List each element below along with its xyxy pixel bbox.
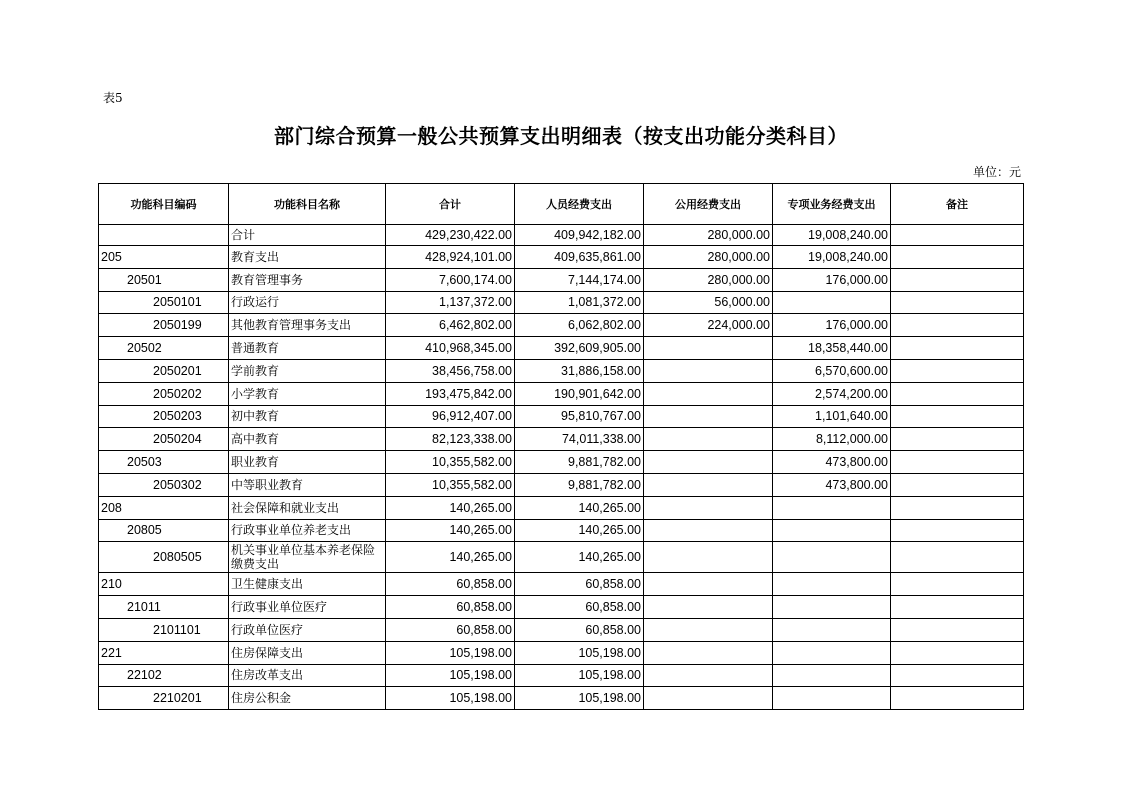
cell-total: 7,600,174.00 bbox=[386, 268, 515, 291]
cell-public bbox=[644, 451, 773, 474]
cell-personnel: 60,858.00 bbox=[515, 596, 644, 619]
cell-total: 1,137,372.00 bbox=[386, 291, 515, 314]
table-row bbox=[99, 573, 1024, 596]
cell-total: 10,355,582.00 bbox=[386, 473, 515, 496]
cell-public bbox=[644, 382, 773, 405]
cell-note bbox=[891, 405, 1024, 428]
cell-note bbox=[891, 664, 1024, 687]
cell-special bbox=[773, 542, 891, 573]
header-name: 功能科目名称 bbox=[229, 184, 386, 225]
cell-code: 221 bbox=[99, 641, 229, 664]
cell-note bbox=[891, 451, 1024, 474]
cell-code: 208 bbox=[99, 496, 229, 519]
cell-total: 105,198.00 bbox=[386, 641, 515, 664]
cell-name: 中等职业教育 bbox=[229, 473, 386, 496]
cell-note bbox=[891, 687, 1024, 710]
header-total: 合计 bbox=[386, 184, 515, 225]
cell-code: 2050101 bbox=[99, 291, 229, 314]
cell-total: 38,456,758.00 bbox=[386, 359, 515, 382]
cell-name: 教育支出 bbox=[229, 246, 386, 269]
cell-public bbox=[644, 473, 773, 496]
table-row bbox=[99, 687, 1024, 710]
cell-name: 卫生健康支出 bbox=[229, 573, 386, 596]
cell-total: 105,198.00 bbox=[386, 664, 515, 687]
cell-note bbox=[891, 473, 1024, 496]
cell-code: 2050203 bbox=[99, 405, 229, 428]
cell-code: 20501 bbox=[99, 268, 229, 291]
cell-code: 20805 bbox=[99, 519, 229, 542]
cell-code: 20503 bbox=[99, 451, 229, 474]
table-row bbox=[99, 337, 1024, 360]
unit-label: 单位：元 bbox=[972, 165, 1021, 179]
cell-public: 280,000.00 bbox=[644, 268, 773, 291]
table-row bbox=[99, 359, 1024, 382]
cell-note bbox=[891, 496, 1024, 519]
cell-personnel: 95,810,767.00 bbox=[515, 405, 644, 428]
table-row bbox=[99, 641, 1024, 664]
table-row bbox=[99, 496, 1024, 519]
cell-code bbox=[99, 225, 229, 246]
cell-code: 2101101 bbox=[99, 618, 229, 641]
cell-personnel: 140,265.00 bbox=[515, 542, 644, 573]
table-row bbox=[99, 382, 1024, 405]
cell-code: 2050201 bbox=[99, 359, 229, 382]
cell-total: 140,265.00 bbox=[386, 519, 515, 542]
table-row bbox=[99, 246, 1024, 269]
cell-special: 1,101,640.00 bbox=[773, 405, 891, 428]
cell-special: 19,008,240.00 bbox=[773, 246, 891, 269]
header-note: 备注 bbox=[891, 184, 1024, 225]
header-code: 功能科目编码 bbox=[99, 184, 229, 225]
cell-personnel: 140,265.00 bbox=[515, 496, 644, 519]
cell-total: 193,475,842.00 bbox=[386, 382, 515, 405]
cell-special: 6,570,600.00 bbox=[773, 359, 891, 382]
cell-public bbox=[644, 618, 773, 641]
cell-code: 20502 bbox=[99, 337, 229, 360]
cell-total: 428,924,101.00 bbox=[386, 246, 515, 269]
cell-public bbox=[644, 359, 773, 382]
cell-special bbox=[773, 573, 891, 596]
cell-total: 410,968,345.00 bbox=[386, 337, 515, 360]
cell-code: 2050199 bbox=[99, 314, 229, 337]
cell-name: 住房公积金 bbox=[229, 687, 386, 710]
cell-special: 176,000.00 bbox=[773, 268, 891, 291]
cell-public: 224,000.00 bbox=[644, 314, 773, 337]
cell-personnel: 7,144,174.00 bbox=[515, 268, 644, 291]
cell-code: 2050202 bbox=[99, 382, 229, 405]
cell-special bbox=[773, 618, 891, 641]
cell-special bbox=[773, 291, 891, 314]
cell-name: 职业教育 bbox=[229, 451, 386, 474]
table-row bbox=[99, 314, 1024, 337]
cell-personnel: 190,901,642.00 bbox=[515, 382, 644, 405]
cell-note bbox=[891, 382, 1024, 405]
cell-special bbox=[773, 664, 891, 687]
cell-special: 19,008,240.00 bbox=[773, 225, 891, 246]
cell-total: 60,858.00 bbox=[386, 596, 515, 619]
table-row bbox=[99, 451, 1024, 474]
cell-total: 429,230,422.00 bbox=[386, 225, 515, 246]
table-row bbox=[99, 291, 1024, 314]
cell-personnel: 105,198.00 bbox=[515, 687, 644, 710]
cell-note bbox=[891, 225, 1024, 246]
cell-note bbox=[891, 519, 1024, 542]
cell-public bbox=[644, 519, 773, 542]
table-row bbox=[99, 268, 1024, 291]
table-number: 表5 bbox=[103, 91, 123, 105]
cell-public: 280,000.00 bbox=[644, 225, 773, 246]
cell-total: 105,198.00 bbox=[386, 687, 515, 710]
cell-note bbox=[891, 246, 1024, 269]
cell-personnel: 60,858.00 bbox=[515, 618, 644, 641]
cell-special: 8,112,000.00 bbox=[773, 428, 891, 451]
cell-special bbox=[773, 687, 891, 710]
table-row bbox=[99, 542, 1024, 573]
cell-personnel: 392,609,905.00 bbox=[515, 337, 644, 360]
cell-note bbox=[891, 314, 1024, 337]
cell-note bbox=[891, 428, 1024, 451]
cell-public bbox=[644, 687, 773, 710]
cell-name: 行政运行 bbox=[229, 291, 386, 314]
table-row bbox=[99, 519, 1024, 542]
cell-personnel: 9,881,782.00 bbox=[515, 451, 644, 474]
cell-public: 56,000.00 bbox=[644, 291, 773, 314]
cell-special bbox=[773, 496, 891, 519]
cell-note bbox=[891, 542, 1024, 573]
cell-name: 住房保障支出 bbox=[229, 641, 386, 664]
cell-name: 普通教育 bbox=[229, 337, 386, 360]
cell-personnel: 1,081,372.00 bbox=[515, 291, 644, 314]
table-row bbox=[99, 618, 1024, 641]
cell-name: 其他教育管理事务支出 bbox=[229, 314, 386, 337]
cell-name: 行政单位医疗 bbox=[229, 618, 386, 641]
cell-name: 合计 bbox=[229, 225, 386, 246]
header-special: 专项业务经费支出 bbox=[773, 184, 891, 225]
cell-special bbox=[773, 596, 891, 619]
header-row bbox=[99, 184, 1024, 225]
cell-public bbox=[644, 337, 773, 360]
cell-name: 社会保障和就业支出 bbox=[229, 496, 386, 519]
cell-name: 教育管理事务 bbox=[229, 268, 386, 291]
cell-total: 60,858.00 bbox=[386, 573, 515, 596]
cell-personnel: 140,265.00 bbox=[515, 519, 644, 542]
cell-public bbox=[644, 542, 773, 573]
table-row bbox=[99, 428, 1024, 451]
cell-code: 205 bbox=[99, 246, 229, 269]
cell-name: 小学教育 bbox=[229, 382, 386, 405]
cell-public bbox=[644, 664, 773, 687]
cell-total: 6,462,802.00 bbox=[386, 314, 515, 337]
cell-personnel: 74,011,338.00 bbox=[515, 428, 644, 451]
cell-personnel: 409,942,182.00 bbox=[515, 225, 644, 246]
cell-public bbox=[644, 428, 773, 451]
cell-personnel: 6,062,802.00 bbox=[515, 314, 644, 337]
cell-personnel: 105,198.00 bbox=[515, 664, 644, 687]
cell-special: 2,574,200.00 bbox=[773, 382, 891, 405]
document-title: 部门综合预算一般公共预算支出明细表（按支出功能分类科目） bbox=[274, 124, 848, 148]
cell-public bbox=[644, 573, 773, 596]
cell-public bbox=[644, 596, 773, 619]
cell-name: 机关事业单位基本养老保险缴费支出 bbox=[229, 542, 386, 573]
cell-personnel: 60,858.00 bbox=[515, 573, 644, 596]
cell-total: 10,355,582.00 bbox=[386, 451, 515, 474]
cell-name: 行政事业单位医疗 bbox=[229, 596, 386, 619]
cell-special: 176,000.00 bbox=[773, 314, 891, 337]
cell-total: 82,123,338.00 bbox=[386, 428, 515, 451]
cell-public bbox=[644, 641, 773, 664]
cell-name: 学前教育 bbox=[229, 359, 386, 382]
cell-name: 住房改革支出 bbox=[229, 664, 386, 687]
cell-note bbox=[891, 596, 1024, 619]
table-row bbox=[99, 596, 1024, 619]
cell-code: 2050302 bbox=[99, 473, 229, 496]
cell-public: 280,000.00 bbox=[644, 246, 773, 269]
cell-code: 2210201 bbox=[99, 687, 229, 710]
cell-note bbox=[891, 573, 1024, 596]
table-row bbox=[99, 473, 1024, 496]
header-public: 公用经费支出 bbox=[644, 184, 773, 225]
cell-note bbox=[891, 291, 1024, 314]
cell-code: 2080505 bbox=[99, 542, 229, 573]
cell-special: 473,800.00 bbox=[773, 473, 891, 496]
cell-code: 22102 bbox=[99, 664, 229, 687]
cell-public bbox=[644, 405, 773, 428]
cell-personnel: 409,635,861.00 bbox=[515, 246, 644, 269]
cell-special: 473,800.00 bbox=[773, 451, 891, 474]
cell-total: 60,858.00 bbox=[386, 618, 515, 641]
cell-personnel: 105,198.00 bbox=[515, 641, 644, 664]
cell-special bbox=[773, 519, 891, 542]
cell-personnel: 31,886,158.00 bbox=[515, 359, 644, 382]
cell-code: 210 bbox=[99, 573, 229, 596]
table-row bbox=[99, 664, 1024, 687]
cell-personnel: 9,881,782.00 bbox=[515, 473, 644, 496]
table-row bbox=[99, 225, 1024, 246]
cell-name: 高中教育 bbox=[229, 428, 386, 451]
budget-detail-table bbox=[98, 183, 1024, 710]
cell-total: 140,265.00 bbox=[386, 496, 515, 519]
cell-public bbox=[644, 496, 773, 519]
cell-note bbox=[891, 641, 1024, 664]
cell-note bbox=[891, 337, 1024, 360]
table-row bbox=[99, 405, 1024, 428]
cell-note bbox=[891, 359, 1024, 382]
cell-note bbox=[891, 618, 1024, 641]
cell-special bbox=[773, 641, 891, 664]
cell-code: 2050204 bbox=[99, 428, 229, 451]
cell-total: 96,912,407.00 bbox=[386, 405, 515, 428]
cell-name: 初中教育 bbox=[229, 405, 386, 428]
cell-code: 21011 bbox=[99, 596, 229, 619]
header-personnel: 人员经费支出 bbox=[515, 184, 644, 225]
cell-note bbox=[891, 268, 1024, 291]
cell-name: 行政事业单位养老支出 bbox=[229, 519, 386, 542]
cell-total: 140,265.00 bbox=[386, 542, 515, 573]
cell-special: 18,358,440.00 bbox=[773, 337, 891, 360]
